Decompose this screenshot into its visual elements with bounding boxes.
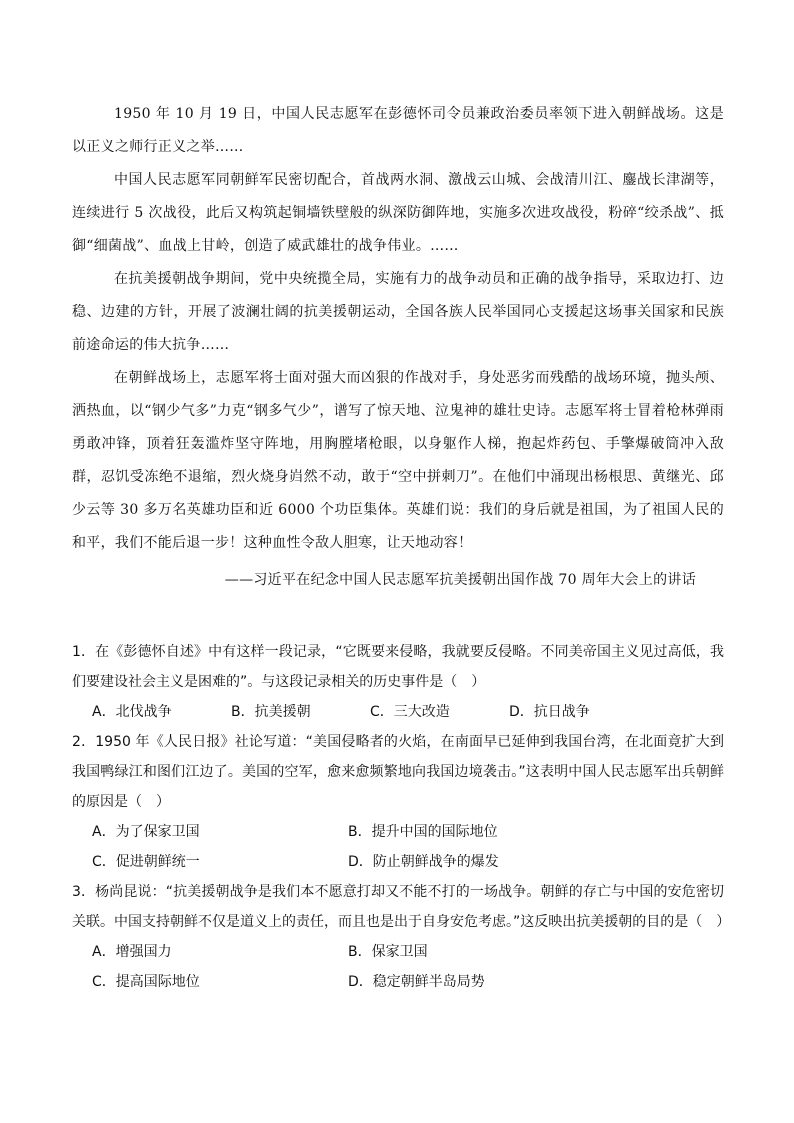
question-2 bbox=[72, 727, 724, 877]
question-stem: 3．杨尚昆说：“抗美援朝战争是我们本不愿意打却又不能不打的一场战争。朝鲜的存亡与中国的安危密切关联。中国支持朝鲜不仅是道义上的责任，而且也是出于自身安危考虑。”这反映出抗美援朝的目的是（ ） bbox=[72, 884, 731, 930]
option-d[interactable]: D．稳定朝鲜半岛局势 bbox=[348, 974, 485, 990]
passage-paragraph: 在抗美援朝战争期间，党中央统揽全局，实施有力的战争动员和正确的战争指导，采取边打、边稳、边建的方针，开展了波澜壮阔的抗美援朝运动，全国各族人民举国同心支援起这场事关国家和民族前途命运的伟大抗争…… bbox=[72, 271, 724, 353]
option-d[interactable]: D．抗日战争 bbox=[509, 704, 590, 720]
option-b[interactable]: B．保家卫国 bbox=[348, 944, 428, 960]
option-a[interactable]: A．为了保家卫国 bbox=[92, 824, 200, 840]
options-row bbox=[72, 697, 724, 727]
question-stem: 1．在《彭德怀自述》中有这样一段记录，“它既要来侵略，我就要反侵略。不同美帝国主义见过高低，我们要建设社会主义是困难的”。与这段记录相关的历史事件是（ ） bbox=[72, 644, 724, 690]
options-grid bbox=[72, 937, 724, 997]
option-b[interactable]: B．抗美援朝 bbox=[231, 704, 311, 720]
option-c[interactable]: C．三大改造 bbox=[370, 704, 450, 720]
question-1 bbox=[72, 637, 724, 727]
option-c[interactable]: C．提高国际地位 bbox=[92, 974, 200, 990]
options-grid bbox=[72, 817, 724, 877]
question-list bbox=[72, 637, 731, 997]
passage-paragraph: 中国人民志愿军同朝鲜军民密切配合，首战两水洞、激战云山城、会战清川江、鏖战长津湖等，连续进行 5 次战役，此后又构筑起铜墙铁壁般的纵深防御阵地，实施多次进攻战役，粉碎“绞杀战”、抵御“细菌战”、血战上甘岭，创造了威武雄壮的战争伟业。…… bbox=[72, 172, 724, 254]
passage-source: ——习近平在纪念中国人民志愿军抗美援朝出国作战 70 周年大会上的讲话 bbox=[224, 572, 696, 588]
option-a[interactable]: A．北伐战争 bbox=[92, 704, 172, 720]
question-3 bbox=[72, 877, 731, 997]
option-b[interactable]: B．提升中国的国际地位 bbox=[348, 824, 498, 840]
option-c[interactable]: C．促进朝鲜统一 bbox=[92, 854, 200, 870]
option-a[interactable]: A．增强国力 bbox=[92, 944, 172, 960]
passage-paragraph: 在朝鲜战场上，志愿军将士面对强大而凶狠的作战对手，身处恶劣而残酷的战场环境，抛头颅、洒热血，以“钢少气多”力克“钢多气少”，谱写了惊天地、泣鬼神的雄壮史诗。志愿军将士冒着枪林弹雨勇敢冲锋，顶着狂轰滥炸坚守阵地，用胸膛堵枪眼，以身躯作人梯，抱起炸药包、手擎爆破筒冲入敌群，忍饥受冻绝不退缩，烈火烧身岿然不动，敢于“空中拼刺刀”。在他们中涌现出杨根思、黄继光、邱少云等 30 多万名英雄功臣和近 6000 个功臣集体。英雄们说：我们的身后就是祖国，为了祖国人民的和平，我们不能后退一步！这种血性令敌人胆寒，让天地动容！ bbox=[72, 370, 724, 551]
question-stem: 2．1950 年《人民日报》社论写道：“美国侵略者的火焰，在南面早已延伸到我国台湾，在北面竟扩大到我国鸭绿江和图们江边了。美国的空军，愈来愈频繁地向我国边境袭击。”这表明中国人民志愿军出兵朝鲜的原因是（ ） bbox=[72, 734, 724, 810]
option-d[interactable]: D．防止朝鲜战争的爆发 bbox=[348, 854, 499, 870]
passage-paragraph: 1950 年 10 月 19 日，中国人民志愿军在彭德怀司令员兼政治委员率领下进入朝鲜战场。这是以正义之师行正义之举…… bbox=[72, 106, 724, 155]
reading-passage bbox=[72, 98, 724, 600]
